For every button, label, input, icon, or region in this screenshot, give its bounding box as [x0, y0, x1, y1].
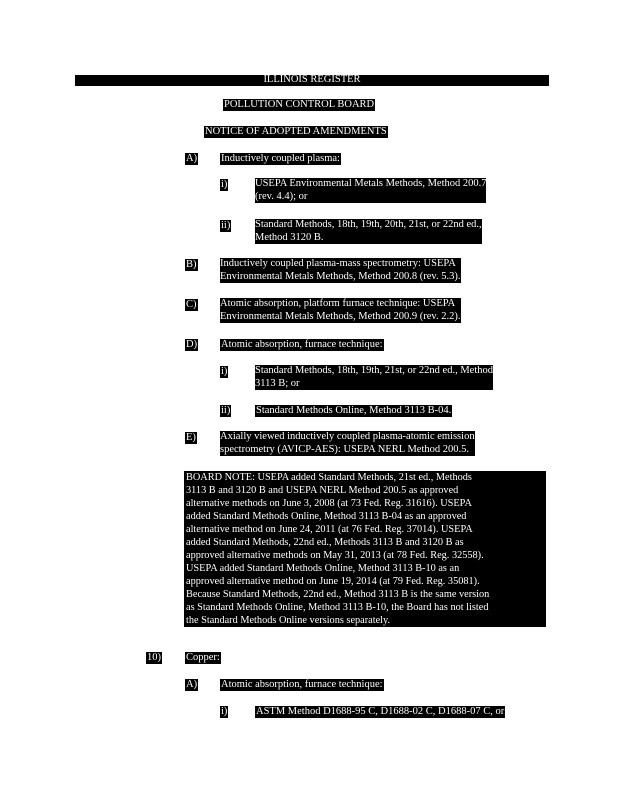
board-note-line: alternative method on June 24, 2011 (at 76 Fed. Reg. 37014). USEPA [186, 524, 473, 535]
board-note [184, 471, 546, 627]
item-d-ii-marker: ii) [221, 405, 231, 416]
item-a-ii-marker: ii) [221, 220, 231, 231]
item-d-i-marker: i) [221, 366, 228, 377]
item-c-text [220, 298, 461, 323]
item-b-line2: Environmental Metals Methods, Method 200.8 (rev. 5.3). [220, 270, 461, 282]
item-a-ii-line1: Standard Methods, 18th, 19th, 20th, 21st, or 22nd ed., [255, 219, 482, 230]
item-d-marker: D) [186, 339, 198, 350]
item-c-line1: Atomic absorption, platform furnace technique: USEPA [220, 298, 456, 309]
board-title: POLLUTION CONTROL BOARD [224, 99, 375, 110]
item-a-ii-text [255, 219, 482, 244]
item-a-marker: A) [186, 153, 198, 164]
item-b-marker: B) [186, 259, 197, 270]
board-note-line: Because Standard Methods, 22nd ed., Method 3113 B is the same version [186, 589, 490, 600]
item-a-text: Inductively coupled plasma: [221, 153, 340, 164]
register-title: ILLINOIS REGISTER [263, 74, 361, 85]
notice-title: NOTICE OF ADOPTED AMENDMENTS [205, 126, 387, 137]
item-c-line2: Environmental Metals Methods, Method 200.9 (rev. 2.2). [220, 310, 461, 322]
board-note-line: as Standard Methods Online, Method 3113 B-10, the Board has not listed [186, 602, 489, 613]
item-e-text [220, 431, 475, 456]
board-note-line: added Standard Methods Online, Method 3113 B-04 as an approved [186, 511, 467, 522]
item-d-i-line1: Standard Methods, 18th, 19th, 21st, or 22nd ed., Method [255, 365, 493, 376]
item-e-line2: spectrometry (AVICP-AES): USEPA NERL Method 200.5. [220, 443, 469, 455]
board-note-line: BOARD NOTE: USEPA added Standard Methods, 21st ed., Methods [186, 472, 472, 483]
item-c-marker: C) [186, 299, 197, 310]
item-b-text [220, 258, 461, 283]
board-note-line: approved alternative method on June 19, 2014 (at 79 Fed. Reg. 35081). [186, 576, 480, 587]
item-e-marker: E) [186, 432, 196, 443]
item-d-text: Atomic absorption, furnace technique: [221, 339, 383, 350]
board-note-line: added Standard Methods, 22nd ed., Methods 3113 B and 3120 B as [186, 537, 464, 548]
copper-a-text: Atomic absorption, furnace technique: [221, 679, 383, 690]
board-note-line: 3113 B and 3120 B and USEPA NERL Method 200.5 as approved [186, 485, 459, 496]
copper-a-i-text: ASTM Method D1688-95 C, D1688-02 C, D1688-07 C, or [256, 706, 505, 717]
item-d-i-text [255, 365, 493, 390]
item-a-i-line2: (rev. 4.4); or [255, 190, 308, 202]
item-d-i-line2: 3113 B; or [255, 377, 300, 389]
item-a-i-marker: i) [221, 179, 228, 190]
copper-text: Copper: [186, 652, 220, 663]
item-b-line1: Inductively coupled plasma-mass spectrometry: USEPA [220, 258, 456, 269]
board-note-line: the Standard Methods Online versions separately. [186, 615, 391, 626]
copper-a-i-marker: i) [221, 706, 228, 717]
board-note-line: alternative methods on June 3, 2008 (at 73 Fed. Reg. 31616). USEPA [186, 498, 472, 509]
board-note-line: approved alternative methods on May 31, 2013 (at 78 Fed. Reg. 32558). [186, 550, 484, 561]
item-a-i-line1: USEPA Environmental Metals Methods, Method 200.7 [255, 178, 487, 189]
item-a-i-text [255, 178, 486, 203]
item-e-line1: Axially viewed inductively coupled plasma-atomic emission [220, 431, 475, 442]
board-note-line: USEPA added Standard Methods Online, Method 3113 B-10 as an [186, 563, 460, 574]
copper-marker: 10) [147, 652, 161, 663]
copper-a-marker: A) [186, 679, 198, 690]
item-a-ii-line2: Method 3120 B. [255, 231, 324, 243]
item-d-ii-text: Standard Methods Online, Method 3113 B-04. [256, 405, 452, 416]
